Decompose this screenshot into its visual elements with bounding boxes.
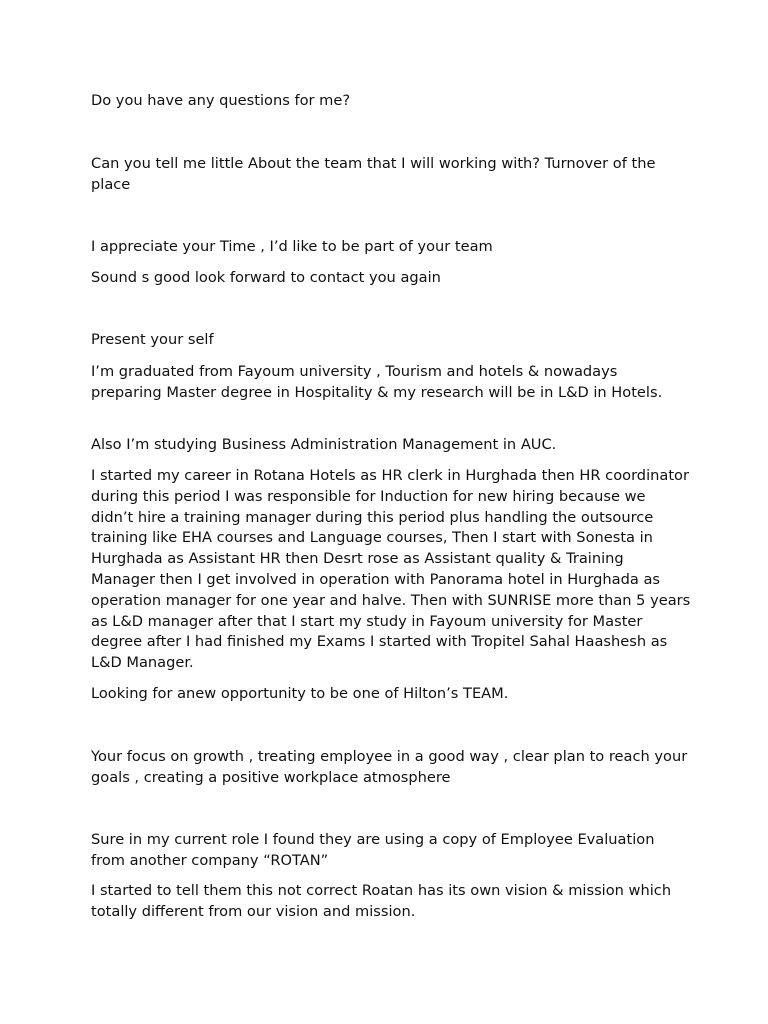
paragraph-auc: Also I’m studying Business Administration Management in AUC.: [91, 436, 557, 453]
paragraph-focus: Your focus on growth , treating employee in a good way , clear plan to reach your goals , creating a positive workplace atmosphere: [91, 748, 688, 786]
paragraph-question: Do you have any questions for me?: [91, 92, 351, 109]
paragraph-appreciation: I appreciate your Time , I’d like to be part of your team: [91, 238, 493, 255]
paragraph-opportunity: Looking for anew opportunity to be one of Hilton’s TEAM.: [91, 685, 509, 702]
paragraph-vision: I started to tell them this not correct Roatan has its own vision & mission which totally different from our vision and mission.: [91, 882, 672, 920]
paragraph-closing: Sound s good look forward to contact you again: [91, 269, 441, 286]
paragraph-present-heading: Present your self: [91, 331, 214, 348]
paragraph-education: I’m graduated from Fayoum university , Tourism and hotels & nowadays preparing Master degree in Hospitality & my research will be in L&D in Hotels.: [91, 363, 663, 401]
paragraph-career: I started my career in Rotana Hotels as HR clerk in Hurghada then HR coordinator during this period I was responsible for Induction for new hiring because we didn’t hire a training manager during this period plus handling the outsource training like EHA courses and Language courses, Then I start with Sonesta in Hurghada as Assistant HR then Desrt rose as Assistant quality & Training Manager then I get involved in operation with Panorama hotel in Hurghada as operation manager for one year and halve. Then with SUNRISE more than 5 years as L&D manager after that I start my study in Fayoum university for Master degree after I had finished my Exams I started with Tropitel Sahal Haashesh as L&D Manager.: [91, 467, 691, 672]
paragraph-current-role: Sure in my current role I found they are using a copy of Employee Evaluation from another company “ROTAN”: [91, 831, 655, 869]
paragraph-team-question: Can you tell me little About the team that I will working with? Turnover of the place: [91, 155, 656, 193]
